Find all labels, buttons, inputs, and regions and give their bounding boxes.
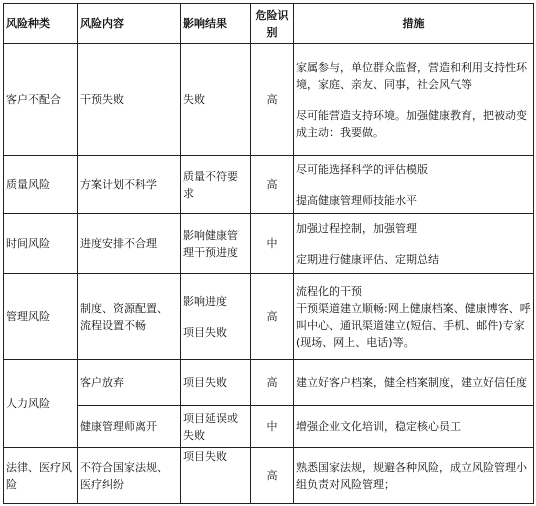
risk-content: 制度、资源配置、流程设置不畅	[78, 274, 181, 360]
measure-text: 建立好客户档案，健全档案制度，建立好信任度	[296, 376, 527, 389]
table-row	[4, 44, 534, 156]
risk-content: 方案计划不科学	[78, 156, 181, 214]
risk-content: 干预失败	[78, 44, 181, 156]
table-row	[4, 360, 534, 406]
risk-content: 进度安排不合理	[78, 214, 181, 274]
table-row	[4, 448, 534, 504]
table-row	[4, 156, 534, 214]
header-result: 影响结果	[181, 4, 251, 44]
risk-content: 客户放弃	[78, 360, 181, 406]
measure-text: 熟悉国家法规，规避各种风险，成立风险管理小组负责对风险管理；	[296, 460, 527, 491]
risk-category: 法律、医疗风险	[4, 448, 78, 504]
header-category: 风险种类	[4, 4, 78, 44]
risk-measures	[294, 360, 534, 406]
measure-text: 提高健康管理师技能水平	[296, 193, 417, 207]
table-row	[4, 274, 534, 360]
risk-level: 高	[251, 44, 294, 156]
risk-result: 失败	[181, 44, 251, 156]
risk-result: 项目延误或失败	[181, 406, 251, 448]
risk-measures	[294, 214, 534, 274]
header-content: 风险内容	[78, 4, 181, 44]
measure-text: 干预渠道建立顺畅:网上健康档案、健康博客、呼叫中心、通讯渠道建立(短信、手机、邮件)专家(现场、网上、电话)等。	[296, 301, 531, 349]
risk-content: 不符合国家法规、医疗纠纷	[78, 448, 181, 504]
header-measures: 措施	[294, 4, 534, 44]
risk-level: 高	[251, 360, 294, 406]
measure-text: 流程化的干预	[296, 284, 362, 298]
risk-content: 健康管理师离开	[78, 406, 181, 448]
risk-category: 时间风险	[4, 214, 78, 274]
risk-result	[181, 274, 251, 360]
risk-category: 质量风险	[4, 156, 78, 214]
risk-category: 客户不配合	[4, 44, 78, 156]
risk-result: 影响健康管理干预进度	[181, 214, 251, 274]
risk-category: 管理风险	[4, 274, 78, 360]
risk-measures	[294, 274, 534, 360]
risk-result: 项目失败	[181, 448, 251, 504]
measure-text: 尽可能选择科学的评估模版	[296, 162, 428, 176]
measure-text: 尽可能营造支持环境。加强健康教育，把被动变成主动：我要做。	[296, 108, 527, 139]
risk-level: 中	[251, 214, 294, 274]
measure-text: 加强过程控制，加强管理	[296, 221, 417, 235]
risk-measures	[294, 156, 534, 214]
risk-level: 高	[251, 448, 294, 504]
measure-text: 增强企业文化培训，稳定核心员工	[296, 420, 461, 433]
risk-table-container	[3, 3, 533, 503]
result-text: 影响进度	[183, 294, 227, 308]
result-text: 项目失败	[183, 325, 227, 339]
risk-table	[3, 3, 534, 504]
risk-level: 高	[251, 274, 294, 360]
risk-category: 人力风险	[4, 360, 78, 448]
table-row	[4, 406, 534, 448]
risk-result: 项目失败	[181, 360, 251, 406]
measure-text: 家属参与，单位群众监督，营造和利用支持性环境，家庭、亲友、同事，社会风气等	[296, 60, 527, 91]
risk-level: 高	[251, 156, 294, 214]
header-level: 危险识别	[251, 4, 294, 44]
header-row	[4, 4, 534, 44]
risk-result: 质量不符要求	[181, 156, 251, 214]
table-row	[4, 214, 534, 274]
measure-text: 定期进行健康评估、定期总结	[296, 252, 439, 266]
risk-level: 中	[251, 406, 294, 448]
risk-measures	[294, 44, 534, 156]
risk-measures	[294, 448, 534, 504]
risk-measures	[294, 406, 534, 448]
